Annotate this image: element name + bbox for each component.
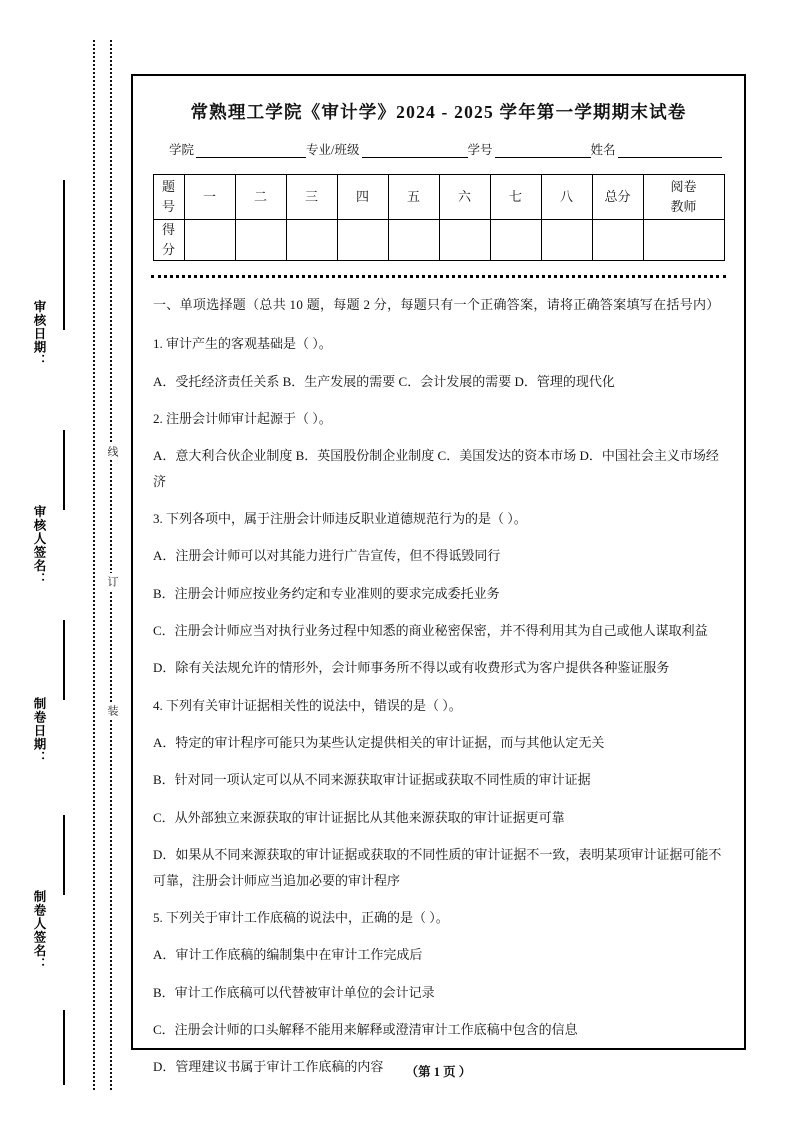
binding-margin: [0, 0, 131, 1122]
question-4-option-d: D．如果从不同来源获取的审计证据或获取的不同性质的审计证据不一致，表明某项审计证据可能不可靠，注册会计师应当追加必要的审计程序: [153, 847, 722, 888]
col-header-4: 四: [337, 175, 388, 220]
field-college-blank[interactable]: [196, 143, 306, 158]
col-header-3: 三: [286, 175, 337, 220]
margin-label-review-date: 审核日期：: [32, 300, 46, 368]
question-2-option-line-1: A．意大利合伙企业制度 B．英国股份制企业制度 C．美国发达的资本市场 D．中国社会主义市场经济: [153, 448, 719, 489]
section-heading-1: 一、单项选择题（总共 10 题，每题 2 分，每题只有一个正确答案，请将正确答案填写在括号内）: [153, 297, 720, 312]
score-cell-8[interactable]: [541, 220, 592, 261]
row-header-question-number-char1: 题: [161, 179, 175, 194]
col-header-5: 五: [388, 175, 439, 220]
question-stem-5: 5. 下列关于审计工作底稿的说法中，正确的是（ ）。: [153, 909, 449, 925]
score-cell-1[interactable]: [184, 220, 235, 261]
margin-rule-top: [63, 180, 65, 330]
row-header-question-number-char2: 号: [161, 199, 175, 214]
field-student-id[interactable]: [468, 140, 591, 158]
fold-mark-zhuang: 装: [104, 702, 120, 719]
col-header-total: 总分: [592, 175, 643, 220]
score-cell-2[interactable]: [235, 220, 286, 261]
col-header-grader: [643, 175, 724, 220]
score-cell-total[interactable]: [592, 220, 643, 261]
question-body: [151, 292, 726, 1080]
question-stem-4: 4. 下列有关审计证据相关性的说法中，错误的是（ ）。: [153, 697, 462, 713]
question-3-option-c: C．注册会计师应当对执行业务过程中知悉的商业秘密保密，并不得利用其为自己或他人谋取利益: [153, 623, 708, 639]
question-stem-3: 3. 下列各项中，属于注册会计师违反职业道德规范行为的是（ ）。: [153, 511, 527, 527]
page-footer: （第 1 页 ）: [405, 1065, 472, 1079]
score-table: [153, 174, 725, 261]
question-3-option-b: B．注册会计师应按业务约定和专业准则的要求完成委托业务: [153, 585, 500, 601]
margin-rule-fourth: [63, 815, 65, 895]
question-4-option-c: C．从外部独立来源获取的审计证据比从其他来源获取的审计证据更可靠: [153, 809, 565, 825]
field-college[interactable]: [169, 140, 306, 158]
col-header-grader-line1: 阅卷: [670, 179, 697, 194]
question-3-option-d: D．除有关法规允许的情形外，会计师事务所不得以或有收费形式为客户提供各种鉴证服务: [153, 660, 670, 676]
question-stem-2: 2. 注册会计师审计起源于（ ）。: [153, 411, 332, 427]
col-header-6: 六: [439, 175, 490, 220]
col-header-2: 二: [235, 175, 286, 220]
col-header-8: 八: [541, 175, 592, 220]
page-title: 常熟理工学院《审计学》2024 - 2025 学年第一学期期末试卷: [190, 102, 687, 122]
field-name[interactable]: [591, 140, 722, 158]
row-header-score: [153, 220, 184, 261]
field-major-class-label: 专业/班级: [306, 143, 360, 157]
margin-rule-bottom: [63, 1010, 65, 1085]
row-header-score-char1: 得: [161, 222, 175, 237]
field-name-blank[interactable]: [618, 143, 722, 158]
row-header-score-char2: 分: [161, 242, 175, 257]
question-4-option-b: B．针对同一项认定可以从不同来源获取审计证据或获取不同性质的审计证据: [153, 772, 591, 788]
table-row-question-numbers: [153, 175, 724, 220]
margin-rule-third: [63, 620, 65, 700]
field-major-class-blank[interactable]: [362, 143, 468, 158]
col-header-grader-line2: 教师: [670, 199, 697, 214]
col-header-7: 七: [490, 175, 541, 220]
student-identity-row: [169, 140, 722, 158]
table-row-scores: [153, 220, 724, 261]
fold-line-outer: [110, 40, 112, 1090]
score-cell-7[interactable]: [490, 220, 541, 261]
score-cell-4[interactable]: [337, 220, 388, 261]
margin-label-make-date: 制卷日期：: [32, 697, 46, 765]
col-header-1: 一: [184, 175, 235, 220]
field-college-label: 学院: [169, 143, 195, 157]
fold-line-inner: [93, 40, 95, 1090]
margin-label-maker-signature: 制卷人签名：: [32, 890, 46, 971]
dotted-separator: [151, 275, 726, 278]
question-stem-1: 1. 审计产生的客观基础是（ ）。: [153, 336, 332, 352]
question-4-option-a: A．特定的审计程序可能只为某些认定提供相关的审计证据，而与其他认定无关: [153, 735, 605, 751]
question-1-option-line-1: A．受托经济责任关系 B．生产发展的需要 C．会计发展的需要 D．管理的现代化: [153, 373, 615, 389]
score-cell-3[interactable]: [286, 220, 337, 261]
question-5-option-a: A．审计工作底稿的编制集中在审计工作完成后: [153, 947, 423, 963]
question-5-option-b: B．审计工作底稿可以代替被审计单位的会计记录: [153, 984, 435, 1000]
fold-mark-xian: 线: [104, 443, 120, 460]
field-major-class[interactable]: [306, 140, 467, 158]
field-student-id-label: 学号: [467, 143, 493, 157]
question-5-option-c: C．注册会计师的口头解释不能用来解释或澄清审计工作底稿中包含的信息: [153, 1021, 578, 1037]
fold-mark-ding: 订: [104, 573, 120, 590]
margin-rule-second: [63, 430, 65, 510]
question-5-option-d: D．管理建议书属于审计工作底稿的内容: [153, 1059, 384, 1075]
score-cell-5[interactable]: [388, 220, 439, 261]
score-cell-6[interactable]: [439, 220, 490, 261]
margin-label-reviewer-signature: 审核人签名：: [32, 505, 46, 586]
field-student-id-blank[interactable]: [495, 143, 591, 158]
row-header-question-number: [153, 175, 184, 220]
field-name-label: 姓名: [590, 143, 616, 157]
score-cell-grader[interactable]: [643, 220, 724, 261]
question-3-option-a: A．注册会计师可以对其能力进行广告宣传，但不得诋毁同行: [153, 548, 501, 564]
